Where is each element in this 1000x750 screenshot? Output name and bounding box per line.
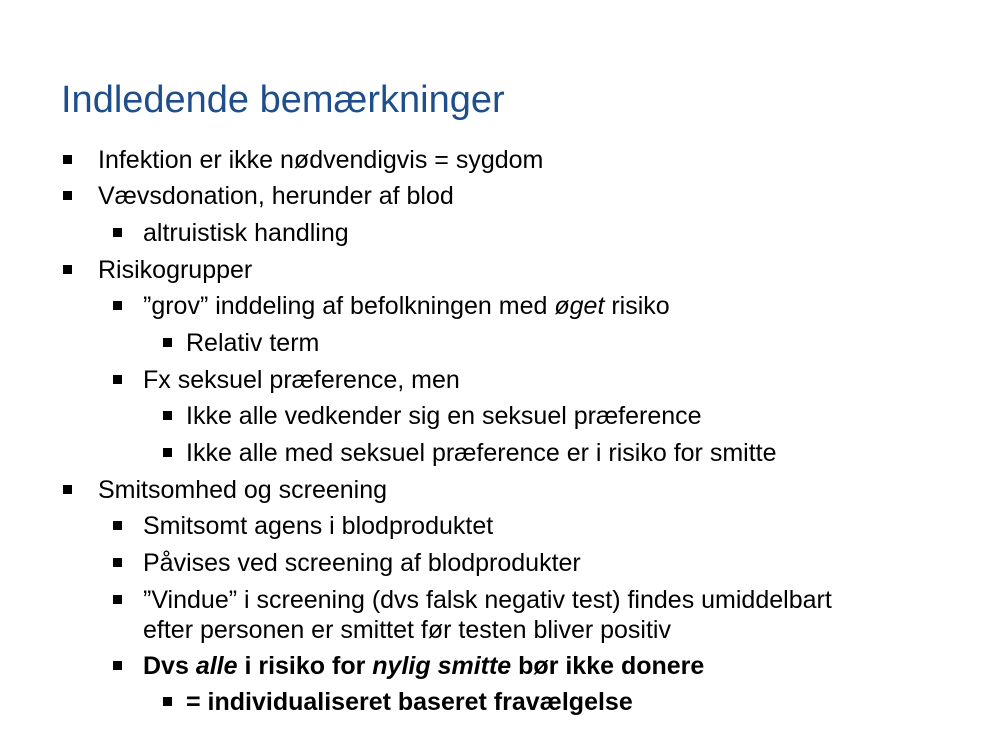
bullet-item-ikke-alle-vedkender <box>186 401 702 431</box>
bullet-text: Fx seksuel præference, men <box>143 366 460 394</box>
bullet-item-vindue <box>143 585 832 645</box>
bullet-text: Vævsdonation, herunder af blod <box>98 182 454 210</box>
square-bullet-icon <box>163 338 172 347</box>
square-bullet-icon <box>63 265 72 274</box>
bullet-text: Infektion er ikke nødvendigvis = sygdom <box>98 146 544 174</box>
bullet-text: risiko <box>604 292 670 320</box>
square-bullet-icon <box>63 191 72 200</box>
square-bullet-icon <box>113 595 122 604</box>
bullet-text: bør ikke donere <box>511 652 705 680</box>
bullet-text: altruistisk handling <box>143 219 349 247</box>
bullet-item-risikogrupper <box>98 255 252 285</box>
bullet-text: i risiko for <box>237 652 373 680</box>
bullet-item-altruistisk <box>143 218 349 248</box>
bullet-item-seksuel-praeference <box>143 365 460 395</box>
bullet-item-paavises <box>143 548 581 578</box>
bullet-item-ikke-alle-risiko <box>186 438 777 468</box>
bullet-text-emphasis: nylig smitte <box>372 652 512 680</box>
bullet-text: Ikke alle med seksuel præference er i risiko for smitte <box>186 439 777 467</box>
slide-title: Indledende bemærkninger <box>61 79 505 121</box>
bullet-text: Påvises ved screening af blodprodukter <box>143 549 581 577</box>
bullet-item-relativ-term <box>186 328 319 358</box>
square-bullet-icon <box>163 697 172 706</box>
bullet-text: Ikke alle vedkender sig en seksuel præference <box>186 402 702 430</box>
square-bullet-icon <box>113 301 122 310</box>
bullet-text: Smitsomt agens i blodproduktet <box>143 512 494 540</box>
square-bullet-icon <box>163 411 172 420</box>
bullet-item-smitsomhed <box>98 475 387 505</box>
bullet-item-individualiseret <box>186 687 633 717</box>
bullet-item-infektion <box>98 145 543 175</box>
square-bullet-icon <box>113 661 122 670</box>
bullet-item-smitsomt-agens <box>143 511 493 541</box>
square-bullet-icon <box>63 155 72 164</box>
bullet-text: Smitsomhed og screening <box>98 476 388 504</box>
bullet-text-continuation: efter personen er smittet før testen bliver positiv <box>143 616 671 644</box>
bullet-text-emphasis: øget <box>554 292 605 320</box>
bullet-item-dvs-alle <box>143 651 704 681</box>
square-bullet-icon <box>163 448 172 457</box>
bullet-text: Relativ term <box>186 329 320 357</box>
bullet-text: ”Vindue” i screening (dvs falsk negativ test) findes umiddelbart <box>143 586 832 614</box>
bullet-text: Risikogrupper <box>98 256 253 284</box>
square-bullet-icon <box>113 558 122 567</box>
square-bullet-icon <box>63 485 72 494</box>
square-bullet-icon <box>113 228 122 237</box>
bullet-item-grov-inddeling <box>143 291 670 321</box>
bullet-text: = individualiseret baseret fravælgelse <box>186 688 633 716</box>
square-bullet-icon <box>113 375 122 384</box>
bullet-text: ”grov” inddeling af befolkningen med <box>143 292 555 320</box>
bullet-item-vaevsdonation <box>98 181 454 211</box>
square-bullet-icon <box>113 521 122 530</box>
bullet-text-emphasis: alle <box>195 652 238 680</box>
bullet-text: Dvs <box>143 652 196 680</box>
